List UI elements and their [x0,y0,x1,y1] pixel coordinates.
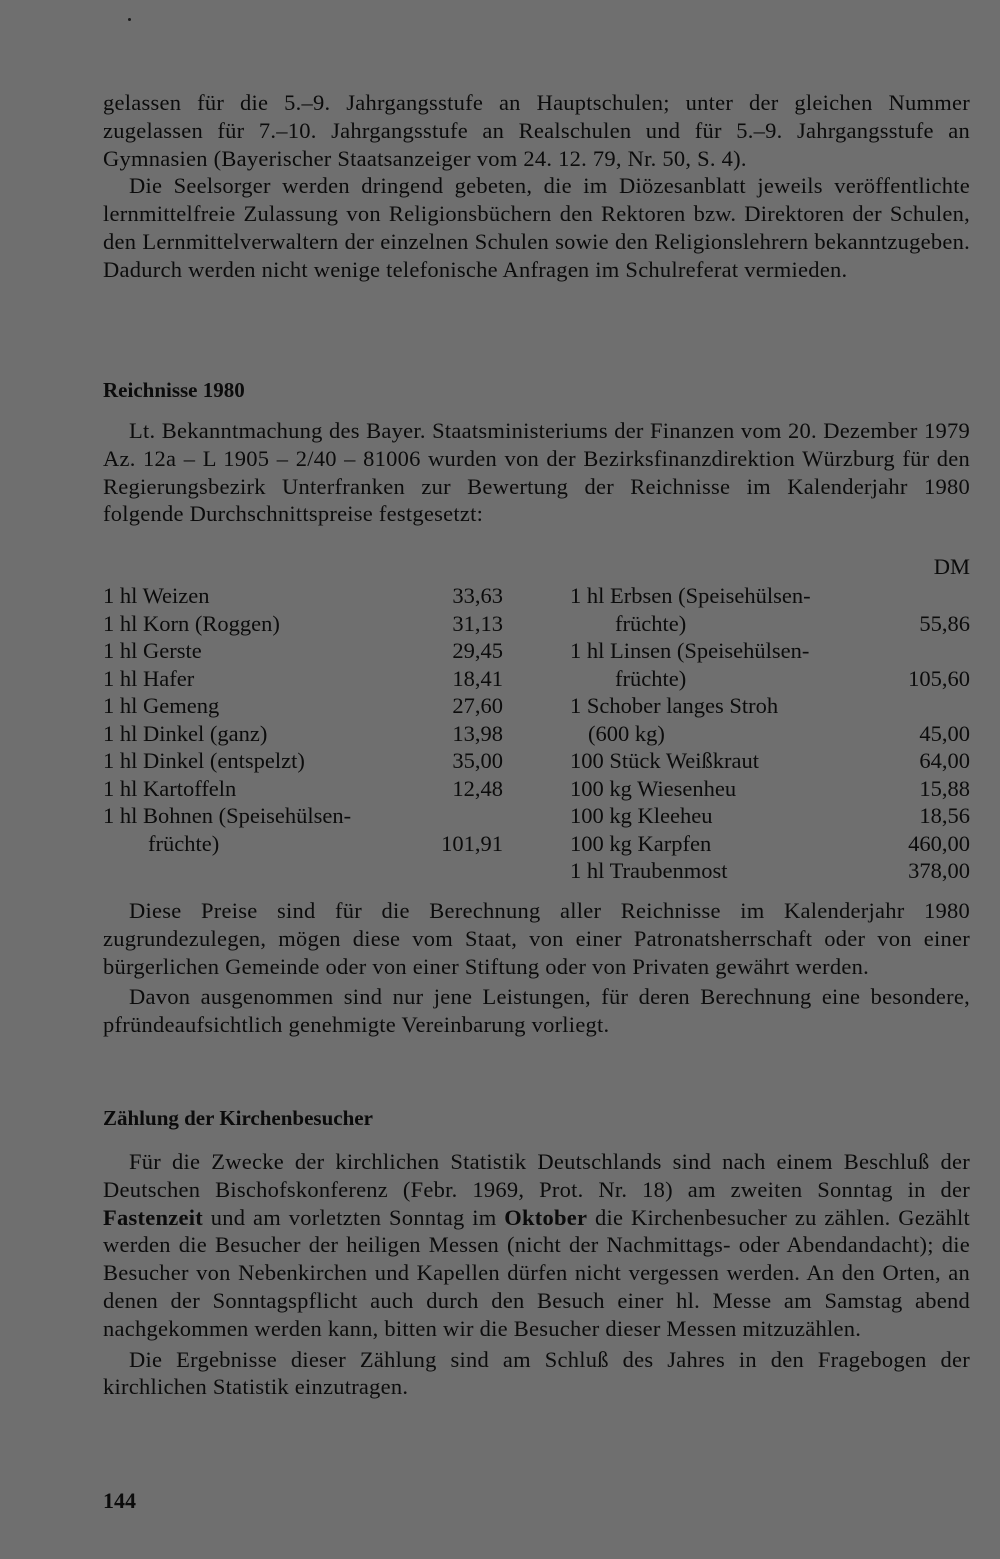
price-item-label: früchte) [148,830,220,856]
price-row [103,692,503,719]
price-item-value: 13,98 [452,720,503,746]
price-item-label: früchte) [615,610,687,636]
scan-speck [128,18,131,21]
intro-paragraph-1: gelassen für die 5.–9. Jahrgangsstufe an Hauptschulen; unter der gleichen Nummer zugelassen für 7.–10. Jahrgangsstufe an Realschulen und für 5.–9. Jahrgangsstufe an Gymnasien (Bayerischer Staatsanzeiger vom 24. 12. 79, Nr. 50, S. 4). [103,90,970,171]
price-item-label: 1 hl Traubenmost [570,858,728,883]
price-row [570,857,970,884]
price-item-value: 35,00 [452,748,503,773]
price-item-label: 1 Schober langes Stroh [570,693,779,718]
zaehlung-paragraph-1 [103,1148,970,1343]
price-item-label: (600 kg) [588,720,665,746]
price-item-value: 29,45 [452,638,503,663]
price-item-value: 12,48 [452,775,503,801]
price-row [103,775,503,802]
currency-label: DM [933,554,970,579]
bold-fastenzeit: Fastenzeit [103,1204,203,1230]
price-item-label: 1 hl Linsen (Speisehülsen- [570,638,810,663]
price-row [570,830,970,857]
price-row [103,830,503,857]
reichnisse-intro [103,417,970,528]
price-item-label: 1 hl Dinkel (ganz) [103,720,268,746]
zaehlung-section [103,1148,970,1401]
price-item-value: 27,60 [452,693,503,718]
reichnisse-paragraph-3: Davon ausgenommen sind nur jene Leistungen, für deren Berechnung eine besondere, pfründeaufsichtlich genehmigte Vereinbarung vorliegt. [103,984,970,1038]
intro-paragraph-2: Die Seelsorger werden dringend gebeten, die im Diözesanblatt jeweils veröffentlichte lernmittelfreie Zulassung von Religionsbüchern den Rektoren bzw. Direktoren der Schulen, den Lernmittelverwaltern der einzelnen Schulen sowie den Religionslehrern bekanntzugeben. Dadurch werden nicht wenige telefonische Anfragen im Schulreferat vermieden. [103,173,970,282]
price-item-label: 1 hl Kartoffeln [103,775,237,801]
price-row [570,775,970,802]
price-item-value: 105,60 [908,665,970,691]
price-row [570,637,970,664]
price-item-label: 1 hl Dinkel (entspelzt) [103,748,305,773]
price-row [103,637,503,664]
price-item-value: 15,88 [919,775,970,801]
price-item-value: 33,63 [452,583,503,608]
zaehlung-heading: Zählung der Kirchenbesucher [103,1106,373,1130]
reichnisse-heading: Reichnisse 1980 [103,378,245,402]
price-row [570,610,970,637]
reichnisse-paragraph-1: Lt. Bekanntmachung des Bayer. Staatsministeriums der Finanzen vom 20. Dezember 1979 Az. 12a – L 1905 – 2/40 – 81006 wurden von der Bezirksfinanzdirektion Würzburg für den Regierungsbezirk Unterfranken zur Bewertung der Reichnisse im Kalenderjahr 1980 folgende Durchschnittspreise festgesetzt: [103,418,970,527]
text-run: Für die Zwecke der kirchlichen Statistik Deutschlands sind nach einem Beschluß der Deutschen Bischofskonferenz (Febr. 1969, Prot. Nr. 18) am zweiten Sonntag in der [103,1149,970,1202]
text-run: und am vorletzten Sonntag im [202,1204,505,1230]
price-item-value: 55,86 [919,610,970,636]
zaehlung-paragraph-2: Die Ergebnisse dieser Zählung sind am Schluß des Jahres in den Fragebogen der kirchlichen Statistik einzutragen. [103,1346,970,1400]
price-item-label: 100 kg Kleeheu [570,803,713,828]
price-item-value: 378,00 [908,858,970,883]
text-run: die Kirchenbesucher zu zählen. Gezählt werden die Besucher der heiligen Messen (nicht der Nachmittags- oder Abendandacht); die Besucher von Nebenkirchen und Kapellen dürfen nicht vergessen werden. An den Orten, an denen der Sonntagspflicht auch durch den Besuch einer hl. Messe am Samstag abend nachgekommen werden kann, bitten wir die Besucher dieser Messen mitzuzählen. [103,1204,970,1341]
price-item-label: 1 hl Bohnen (Speisehülsen- [103,803,352,828]
price-row [570,802,970,829]
intro-section [103,89,970,284]
reichnisse-notes [103,897,970,1039]
price-item-label: 1 hl Korn (Roggen) [103,610,280,636]
price-item-label: 100 Stück Weißkraut [570,748,759,773]
price-item-label: 100 kg Karpfen [570,830,712,856]
price-item-value: 31,13 [452,610,503,636]
price-item-label: 1 hl Gerste [103,638,202,663]
price-row [103,610,503,637]
page-number: 144 [103,1488,136,1513]
price-row [103,747,503,774]
price-row [103,582,503,609]
price-row [570,692,970,719]
price-row [103,720,503,747]
reichnisse-paragraph-2: Diese Preise sind für die Berechnung aller Reichnisse im Kalenderjahr 1980 zugrundezulegen, mögen diese vom Staat, von einer Patronatsherrschaft oder von einer bürgerlichen Gemeinde oder von einer Stiftung oder von Privaten gewährt werden. [103,898,970,979]
bold-oktober: Oktober [504,1204,588,1230]
price-row [570,747,970,774]
price-row [570,665,970,692]
price-row [103,802,503,829]
price-item-value: 460,00 [908,830,970,856]
price-item-value: 18,56 [919,803,970,828]
price-item-label: 1 hl Weizen [103,583,210,608]
price-row [103,665,503,692]
price-item-value: 101,91 [441,830,503,856]
price-row [570,582,970,609]
price-item-label: 1 hl Hafer [103,665,195,691]
price-row [570,720,970,747]
price-item-label: 1 hl Gemeng [103,693,220,718]
price-item-value: 45,00 [919,720,970,746]
price-item-label: 1 hl Erbsen (Speisehülsen- [570,583,811,608]
price-item-label: früchte) [615,665,687,691]
price-item-value: 18,41 [452,665,503,691]
price-item-value: 64,00 [919,748,970,773]
price-item-label: 100 kg Wiesenheu [570,775,737,801]
